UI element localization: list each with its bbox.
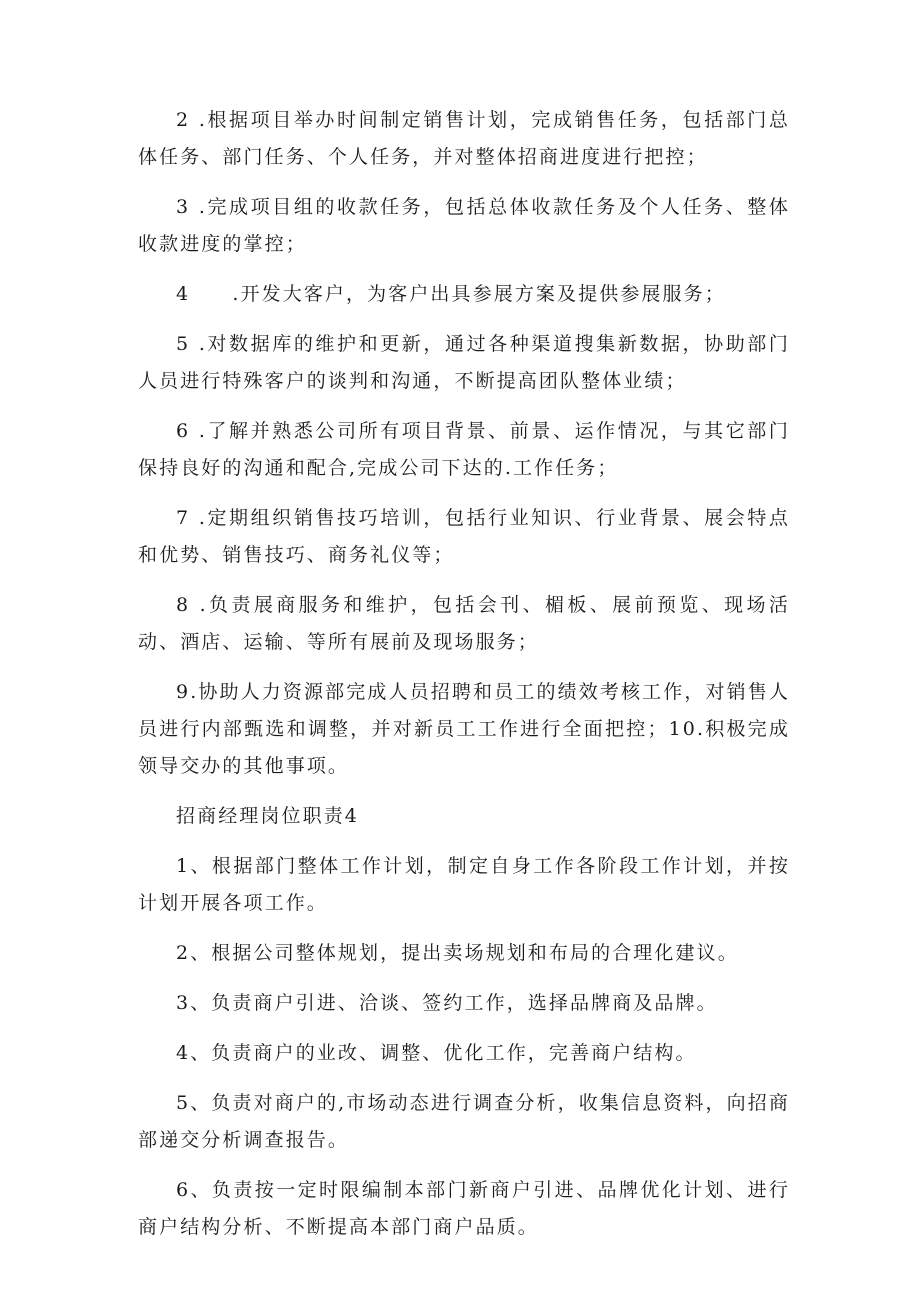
paragraph-item-2: 2 .根据项目举办时间制定销售计划，完成销售任务，包括部门总体任务、部门任务、个人任务，并对整体招商进度进行把控； bbox=[138, 109, 790, 168]
paragraph-item-7: 7 .定期组织销售技巧培训，包括行业知识、行业背景、展会特点和优势、销售技巧、商务礼仪等； bbox=[138, 507, 790, 566]
paragraph-item-9-10: 9.协助人力资源部完成人员招聘和员工的绩效考核工作，对销售人员进行内部甄选和调整，并对新员工工作进行全面把控；10.积极完成领导交办的其他事项。 bbox=[138, 681, 790, 777]
duty-item-5: 5、负责对商户的,市场动态进行调查分析，收集信息资料，向招商部递交分析调查报告。 bbox=[138, 1092, 790, 1151]
duty-item-4: 4、负责商户的业改、调整、优化工作，完善商户结构。 bbox=[176, 1042, 697, 1064]
document-body bbox=[138, 102, 790, 1259]
duty-item-2: 2、根据公司整体规划，提出卖场规划和布局的合理化建议。 bbox=[176, 942, 739, 964]
section-heading: 招商经理岗位职责4 bbox=[176, 805, 359, 827]
paragraph-item-6: 6 .了解并熟悉公司所有项目背景、前景、运作情况，与其它部门保持良好的沟通和配合,完成公司下达的.工作任务； bbox=[138, 420, 790, 479]
duty-item-6: 6、负责按一定时限编制本部门新商户引进、品牌优化计划、进行商户结构分析、不断提高本部门商户品质。 bbox=[138, 1179, 790, 1238]
duty-item-1: 1、根据部门整体工作计划，制定自身工作各阶段工作计划，并按计划开展各项工作。 bbox=[138, 855, 790, 914]
paragraph-item-8: 8 .负责展商服务和维护，包括会刊、楣板、展前预览、现场活动、酒店、运输、等所有展前及现场服务； bbox=[138, 594, 790, 653]
paragraph-item-4: 4 .开发大客户，为客户出具参展方案及提供参展服务； bbox=[176, 283, 726, 305]
paragraph-item-5: 5 .对数据库的维护和更新，通过各种渠道搜集新数据，协助部门人员进行特殊客户的谈判和沟通，不断提高团队整体业绩； bbox=[138, 333, 790, 392]
duty-item-3: 3、负责商户引进、洽谈、签约工作，选择品牌商及品牌。 bbox=[176, 992, 718, 1014]
paragraph-item-3: 3 .完成项目组的收款任务，包括总体收款任务及个人任务、整体收款进度的掌控； bbox=[138, 196, 790, 255]
